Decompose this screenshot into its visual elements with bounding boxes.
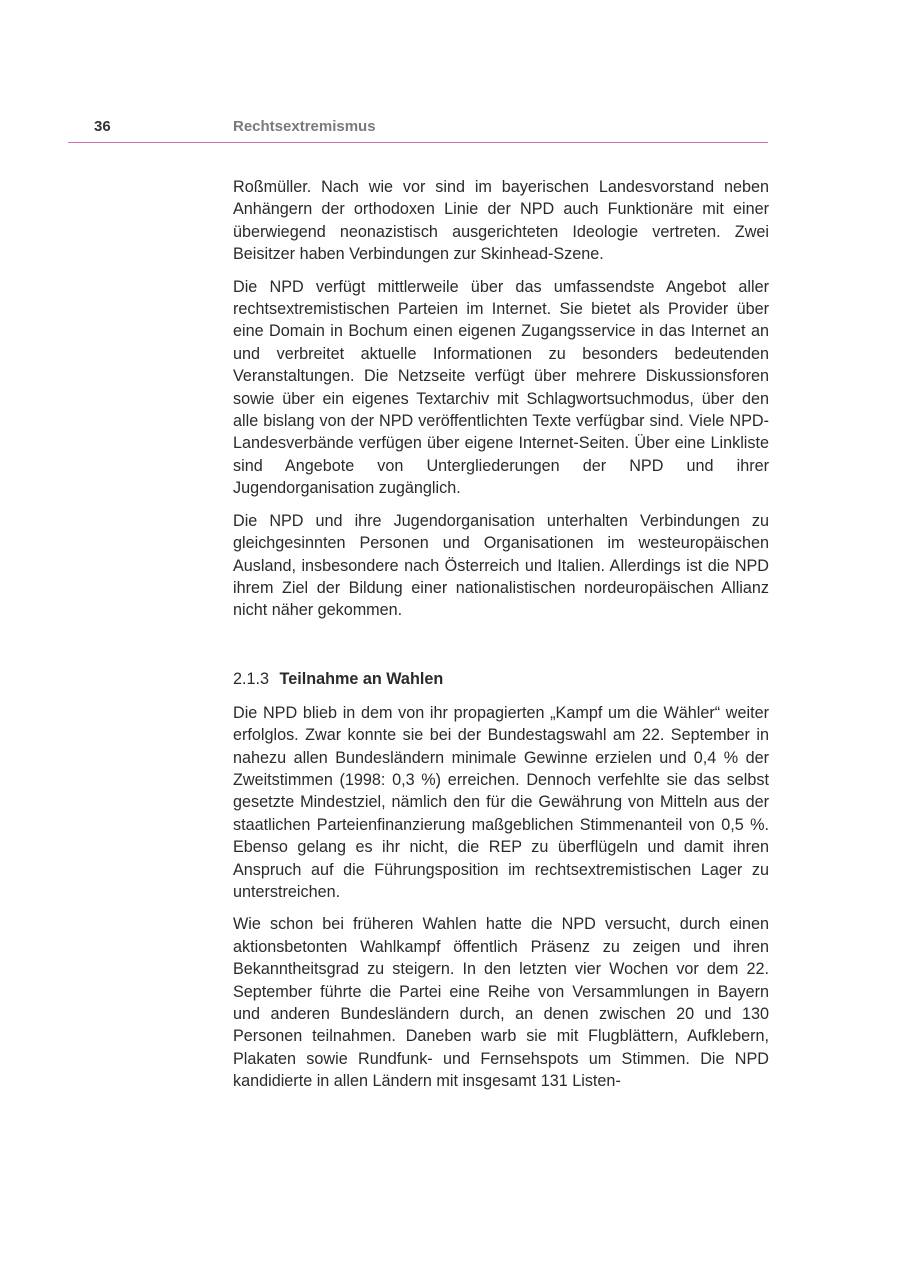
paragraph: Die NPD und ihre Jugendorganisation unterhalten Verbindungen zu gleichgesinnten Personen und Organisationen im westeuropäischen Ausland, insbesondere nach Österreich und Italien. Allerdings ist die NPD ihrem Ziel der Bildung einer nationalistischen nordeuropäischen Allianz nicht näher gekommen. xyxy=(233,511,769,620)
section-number: 2.1.3 xyxy=(233,669,270,688)
page-number: 36 xyxy=(94,118,111,135)
paragraph: Die NPD verfügt mittlerweile über das umfassendste Angebot aller rechtsextremistischen Parteien im Internet. Sie bietet als Provider über eine Domain in Bochum einen eigenen Zugangsservice in das Internet an und verbreitet aktuelle Informationen zu besonders bedeutenden Veranstaltungen. Die Netzseite verfügt über mehrere Diskussionsforen sowie über ein eigenes Textarchiv mit Schlagwortsuchmodus, über den alle bislang von der NPD veröffentlichten Texte verfügbar sind. Viele NPD-Landesverbände verfügen über eigene Internet-Seiten. Über eine Linkliste sind Angebote von Untergliederungen der NPD und ihrer Jugendorganisation zugänglich. xyxy=(233,277,769,498)
paragraph: Die NPD blieb in dem von ihr propagierten „Kampf um die Wähler“ weiter erfolglos. Zwar konnte sie bei der Bundestagswahl am 22. September in nahezu allen Bundesländern minimale Gewinne erzielen und 0,4 % der Zweitstimmen (1998: 0,3 %) erreichen. Dennoch verfehlte sie das selbst gesetzte Mindestziel, nämlich den für die Gewährung von Mitteln aus der staatlichen Parteienfinanzierung maßgeblichen Stimmenanteil von 0,5 %. Ebenso gelang es ihr nicht, die REP zu überflügeln und damit ihren Anspruch auf die Führungsposition im rechtsextremistischen Lager zu unterstreichen. xyxy=(233,703,769,901)
section-heading xyxy=(233,668,769,690)
paragraph: Wie schon bei früheren Wahlen hatte die NPD versucht, durch einen aktionsbetonten Wahlkampf öffentlich Präsenz zu zeigen und ihren Bekanntheitsgrad zu steigern. In den letzten vier Wochen vor dem 22. September führte die Partei eine Reihe von Versammlungen in Bayern und anderen Bundesländern durch, an denen zwischen 20 und 130 Personen teilnahmen. Daneben warb sie mit Flugblättern, Aufklebern, Plakaten sowie Rundfunk- und Fernsehspots um Stimmen. Die NPD kandidierte in allen Ländern mit insgesamt 131 Listen- xyxy=(233,915,769,1091)
body-text xyxy=(233,176,769,1103)
paragraph: Roßmüller. Nach wie vor sind im bayerischen Landesvorstand neben Anhängern der orthodoxen Linie der NPD auch Funktionäre mit einer überwiegend neonazistisch ausgerichteten Ideologie vertreten. Zwei Beisitzer haben Verbindungen zur Skinhead-Szene. xyxy=(233,178,769,264)
running-title: Rechtsextremismus xyxy=(233,118,376,135)
page-header xyxy=(68,116,768,143)
section-title: Teilnahme an Wahlen xyxy=(279,669,444,688)
